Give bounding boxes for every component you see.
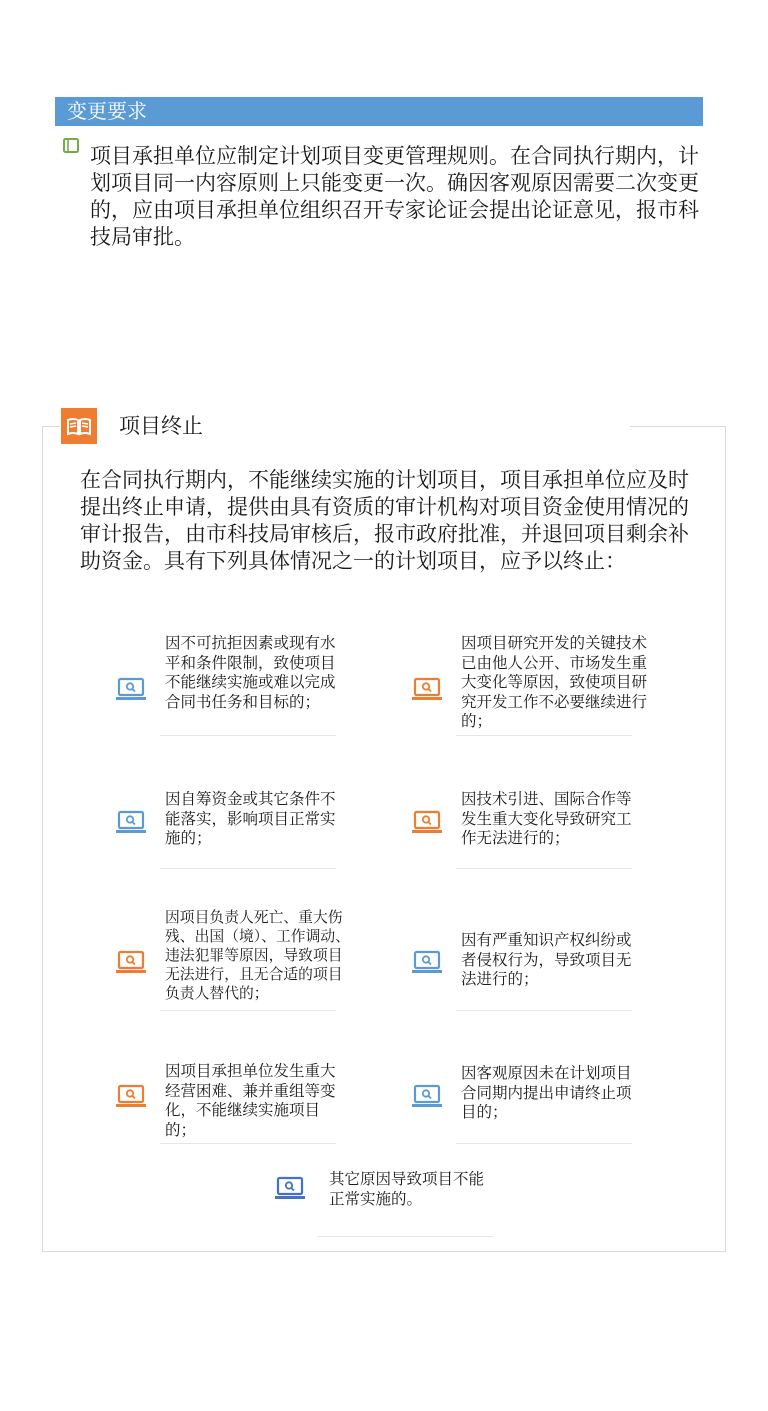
item-divider	[160, 735, 336, 736]
frame-divider	[42, 426, 60, 427]
section-header-change-requirements	[55, 97, 703, 126]
termination-item-text: 因客观原因未在计划项目合同期内提出申请终止项目的；	[461, 1064, 632, 1121]
item-divider	[456, 1143, 632, 1144]
monitor-search-icon	[412, 950, 442, 975]
termination-item-text: 因项目负责人死亡、重大伤残、出国（境）、工作调动、违法犯罪等原因，导致项目无法进行，且无合适的项目负责人替代的；	[165, 909, 350, 1002]
section-title: 项目终止	[119, 414, 203, 438]
monitor-search-icon	[116, 950, 146, 975]
frame-divider	[630, 426, 726, 427]
termination-item-text: 因不可抗拒因素或现有水平和条件限制，致使项目不能继续实施或难以完成合同书任务和目标的；	[165, 634, 336, 711]
termination-paragraph: 在合同执行期内，不能继续实施的计划项目，项目承担单位应及时提出终止申请，提供由具有资质的审计机构对项目资金使用情况的审计报告，由市科技局审核后，报市政府批准，并退回项目剩余补助资金。具有下列具体情况之一的计划项目，应予以终止：	[80, 468, 689, 573]
item-divider	[318, 1236, 494, 1237]
monitor-search-icon	[412, 810, 442, 835]
item-divider	[160, 1010, 336, 1011]
termination-item-text: 因项目承担单位发生重大经营困难、兼并重组等变化，不能继续实施项目的；	[165, 1062, 336, 1139]
change-requirements-paragraph: 项目承担单位应制定计划项目变更管理规则。在合同执行期内，计划项目同一内容原则上只能变更一次。确因客观原因需要二次变更的，应由项目承担单位组织召开专家论证会提出论证意见，报市科技局审批。	[90, 144, 699, 249]
monitor-search-icon	[116, 810, 146, 835]
monitor-search-icon	[275, 1176, 305, 1201]
termination-item-text: 因技术引进、国际合作等发生重大变化导致研究工作无法进行的；	[461, 790, 632, 847]
open-book-icon	[61, 408, 97, 444]
monitor-search-icon	[412, 1084, 442, 1109]
termination-item-text: 其它原因导致项目不能正常实施的。	[329, 1170, 485, 1208]
item-divider	[160, 1143, 336, 1144]
termination-item-text: 因项目研究开发的关键技术已由他人公开、市场发生重大变化等原因，致使项目研究开发工作不必要继续进行的；	[461, 634, 648, 730]
monitor-search-icon	[116, 1084, 146, 1109]
termination-item-text: 因自筹资金或其它条件不能落实，影响项目正常实施的；	[165, 790, 336, 847]
item-divider	[160, 868, 336, 869]
monitor-search-icon	[412, 677, 442, 702]
item-divider	[456, 1010, 632, 1011]
section-title: 变更要求	[67, 99, 147, 123]
monitor-search-icon	[116, 677, 146, 702]
termination-item-text: 因有严重知识产权纠纷或者侵权行为，导致项目无法进行的；	[461, 931, 632, 988]
book-icon	[63, 138, 79, 153]
item-divider	[456, 868, 632, 869]
item-divider	[456, 735, 632, 736]
